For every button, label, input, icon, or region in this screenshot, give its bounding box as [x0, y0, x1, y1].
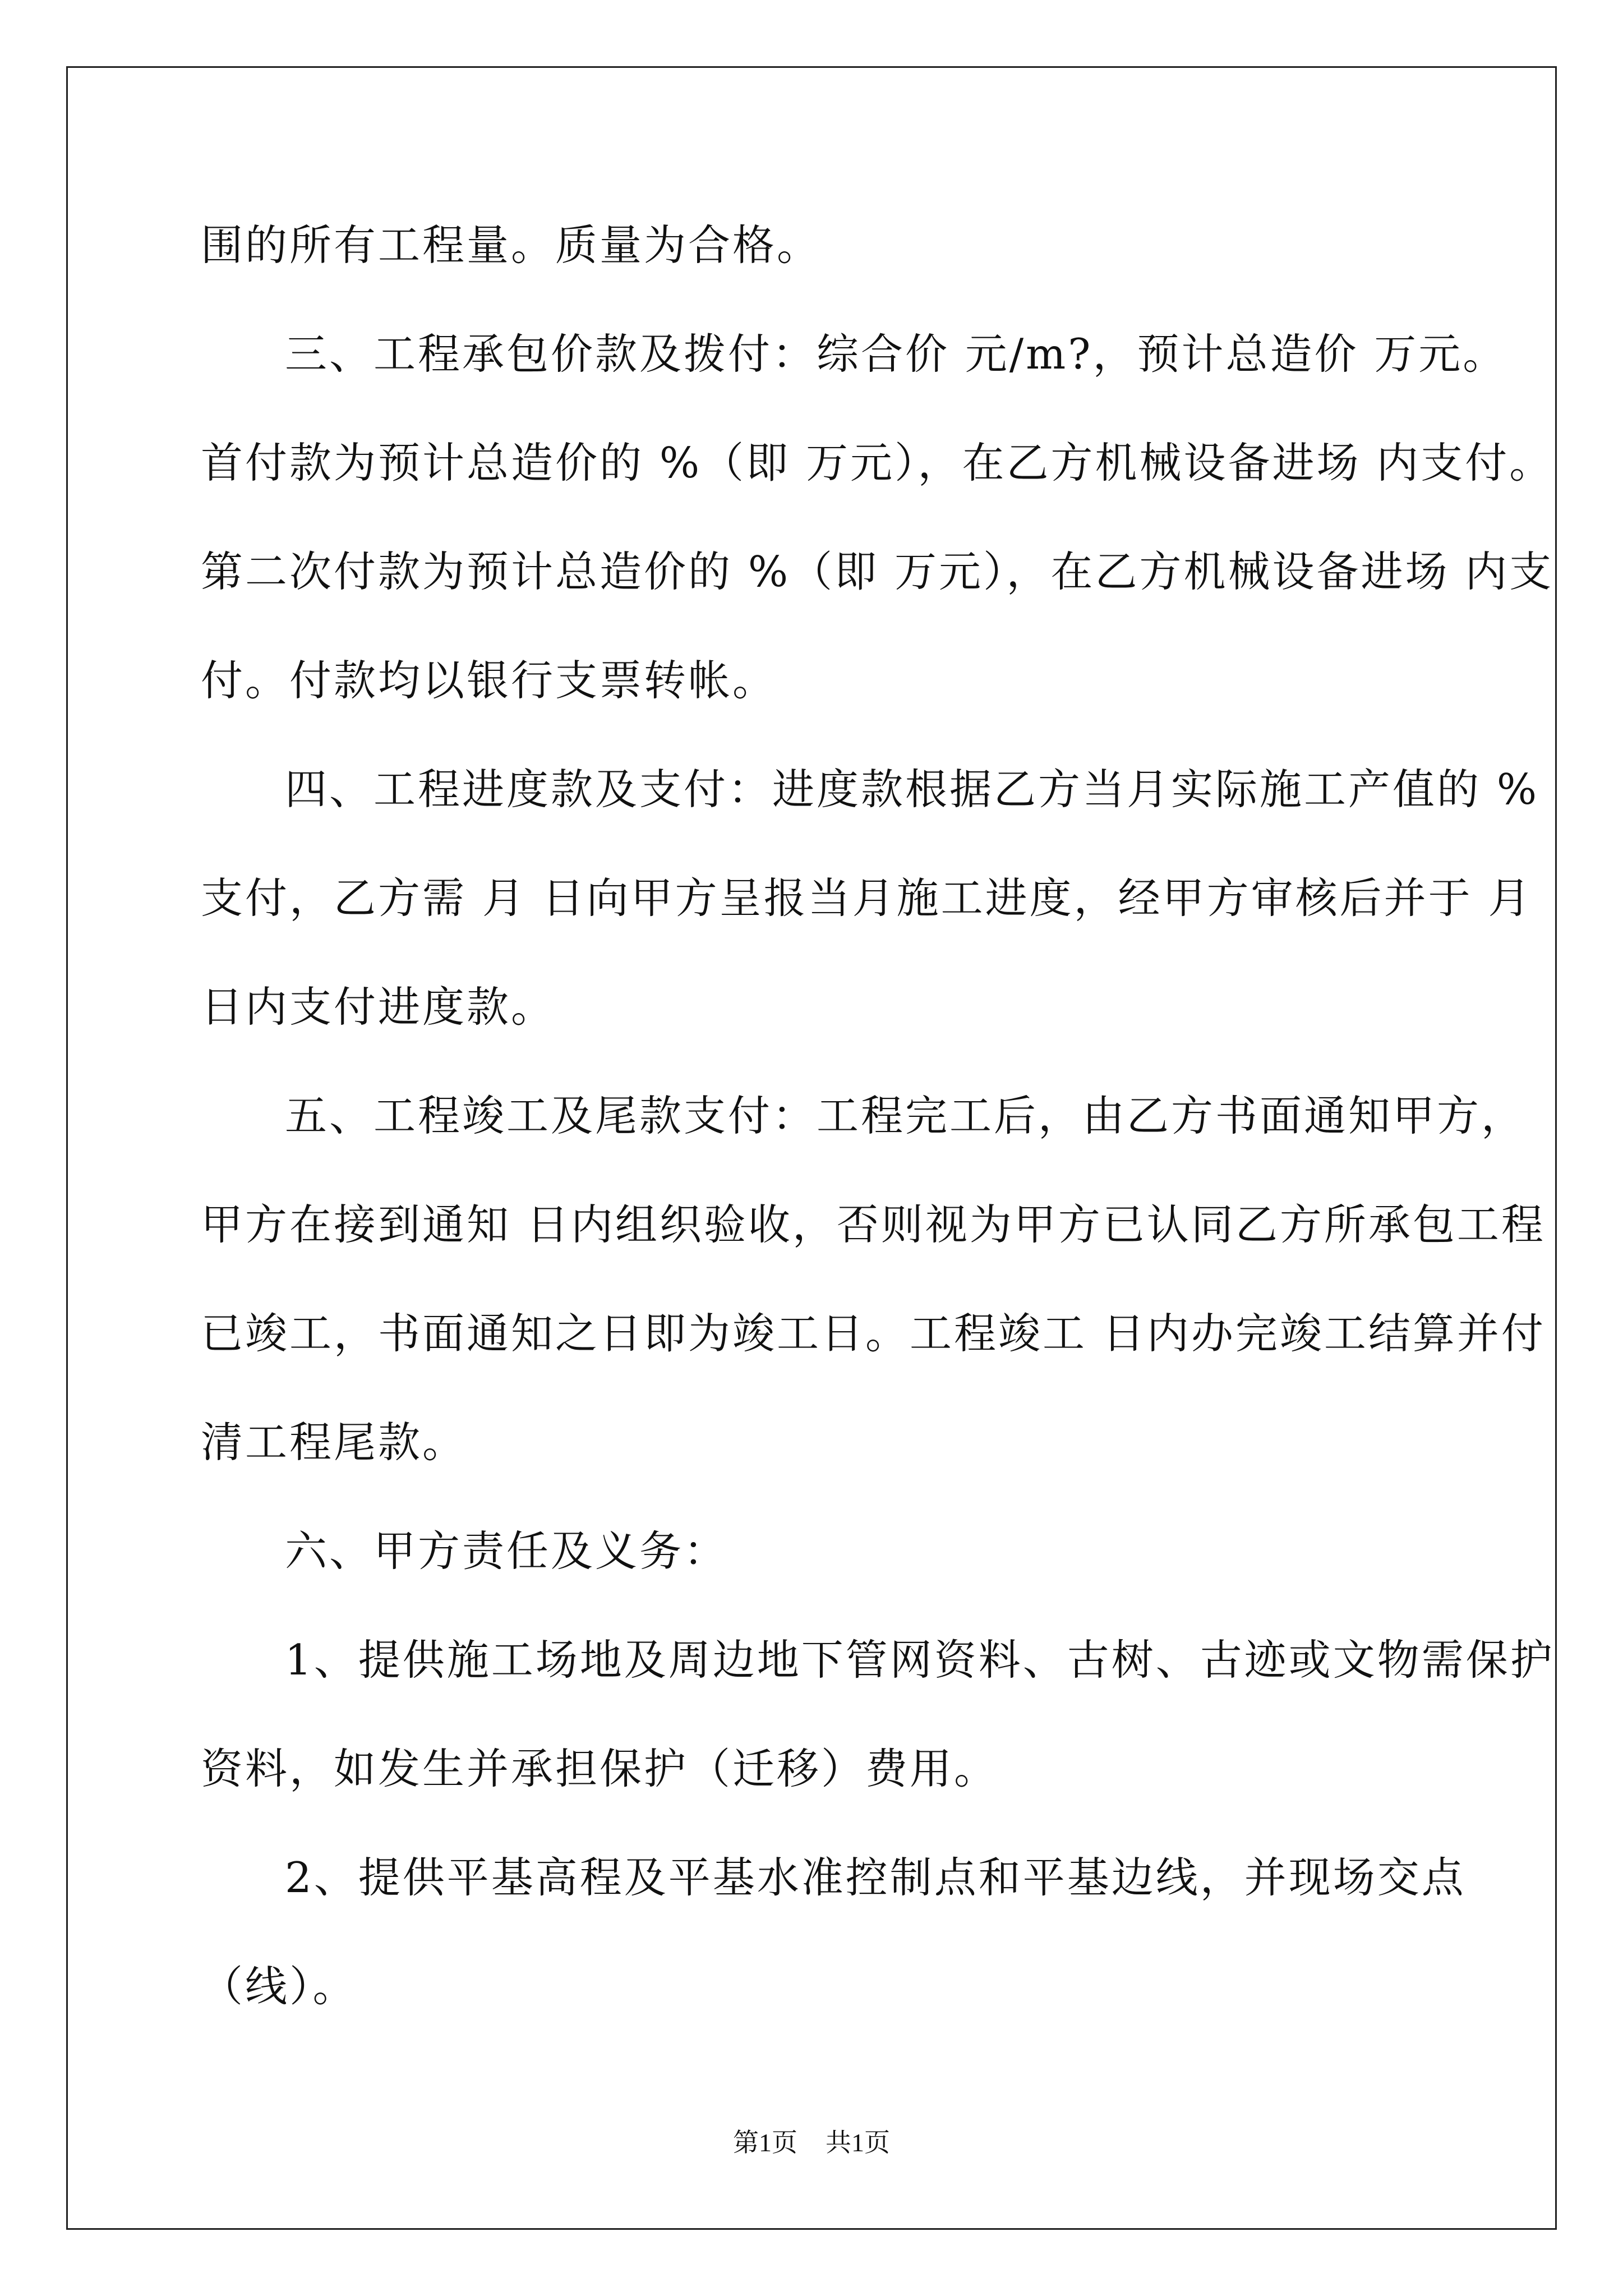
document-body	[201, 191, 1555, 2041]
text-line: （线）。	[201, 1962, 357, 2011]
text-line: 付。付款均以银行支票转帐。	[201, 656, 777, 705]
page-number-total: 共1页	[826, 2128, 890, 2157]
page-footer	[0, 2126, 1623, 2160]
text-line: 围的所有工程量。质量为合格。	[201, 220, 822, 270]
page-number-current: 第1页	[733, 2128, 797, 2157]
text-line: 第二次付款为预计总造价的 %（即 万元），在乙方机械设备进场 内支	[201, 547, 1554, 596]
text-line: 日内支付进度款。	[201, 982, 556, 1032]
text-line: 四、工程进度款及支付：进度款根据乙方当月实际施工产值的 %	[285, 765, 1539, 814]
text-line: 已竣工，书面通知之日即为竣工日。工程竣工 日内办完竣工结算并付	[201, 1309, 1546, 1358]
text-line: 三、工程承包价款及拨付：综合价 元/m?，预计总造价 万元。	[285, 329, 1507, 379]
text-line: 支付，乙方需 月 日向甲方呈报当月施工进度，经甲方审核后并于 月	[201, 873, 1533, 923]
text-line: 甲方在接到通知 日内组织验收，否则视为甲方已认同乙方所承包工程	[201, 1200, 1546, 1249]
text-line: 五、工程竣工及尾款支付：工程完工后，由乙方书面通知甲方，	[285, 1091, 1526, 1140]
text-line: 2、提供平基高程及平基水准控制点和平基边线，并现场交点	[285, 1853, 1466, 1902]
text-line: 清工程尾款。	[201, 1418, 467, 1467]
text-line: 首付款为预计总造价的 %（即 万元），在乙方机械设备进场 内支付。	[201, 438, 1554, 487]
text-line: 六、甲方责任及义务：	[285, 1526, 728, 1576]
text-line: 1、提供施工场地及周边地下管网资料、古树、古迹或文物需保护	[285, 1635, 1555, 1685]
text-line: 资料，如发生并承担保护（迁移）费用。	[201, 1744, 999, 1793]
